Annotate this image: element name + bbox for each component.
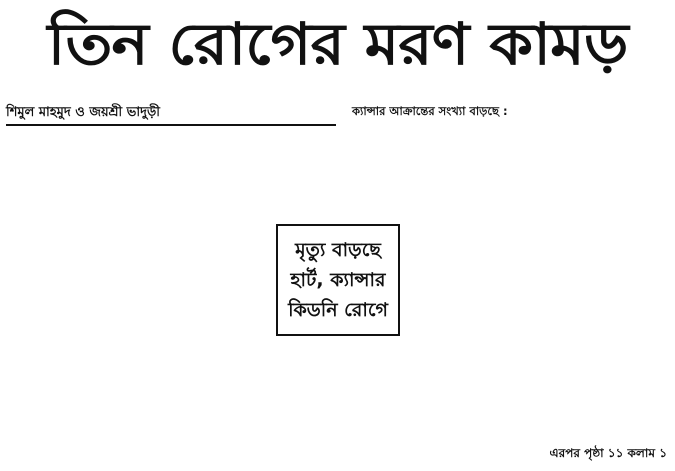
byline-rule <box>6 124 336 126</box>
pull-quote-line-2: হার্ট, ক্যান্সার <box>290 269 386 291</box>
right-column-bottom <box>342 395 670 451</box>
byline: শিমুল মাহমুদ ও জয়শ্রী ভাদুড়ী <box>6 105 160 120</box>
right-column-middle <box>404 215 670 393</box>
headline: তিন রোগের মরণ কামড় <box>47 10 628 78</box>
right-subhead: ক্যান্সার আক্রান্তের সংখ্যা বাড়ছে : <box>352 104 508 118</box>
pull-quote-line-1: মৃত্যু বাড়ছে <box>295 239 381 261</box>
right-column-top <box>342 103 670 203</box>
continued-note: এরপর পৃষ্ঠা ১১ কলাম ১ <box>549 446 667 460</box>
right-paragraph-2-wrapper <box>342 103 670 120</box>
pullquote-bottom-rule <box>276 334 400 336</box>
pull-quote-line-3: কিডনি রোগে <box>288 299 388 321</box>
pull-quote <box>276 226 400 334</box>
